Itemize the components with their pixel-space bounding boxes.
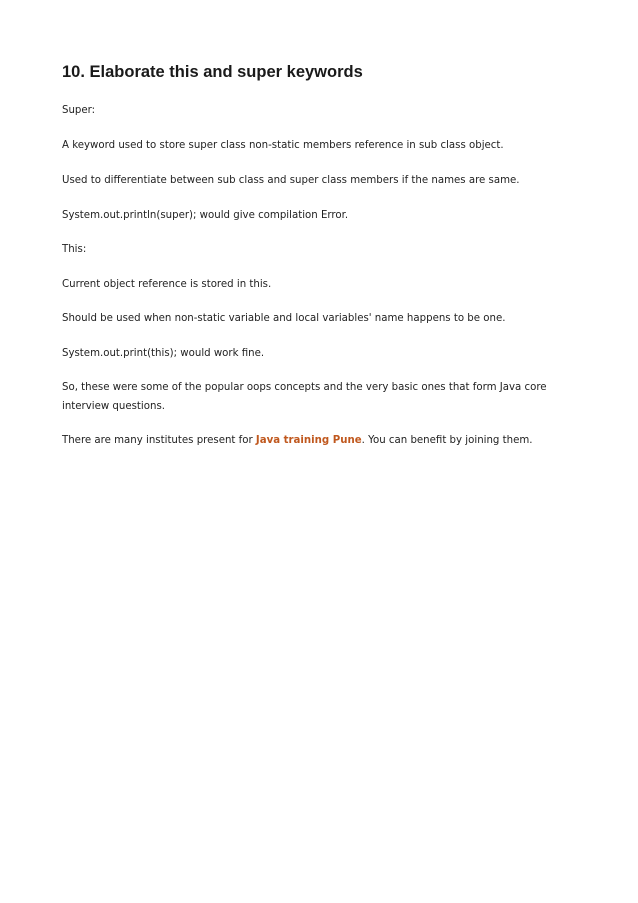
paragraph-closing	[62, 431, 582, 450]
paragraph-this-definition: Current object reference is stored in this.	[62, 279, 272, 290]
paragraph-summary: So, these were some of the popular oops concepts and the very basic ones that form Java core interview questions.	[62, 382, 547, 412]
paragraph-this-label: This:	[62, 244, 87, 255]
closing-text-before: There are many institutes present for	[62, 435, 256, 446]
paragraph-super-definition: A keyword used to store super class non-static members reference in sub class object.	[62, 140, 504, 151]
paragraph-super-example: System.out.println(super); would give compilation Error.	[62, 210, 349, 221]
paragraph-super-label: Super:	[62, 105, 96, 116]
paragraph-super-usage: Used to differentiate between sub class and super class members if the names are same.	[62, 175, 520, 186]
closing-text-after: . You can benefit by joining them.	[361, 435, 533, 446]
section-heading: 10. Elaborate this and super keywords	[62, 63, 363, 81]
paragraph-this-example: System.out.print(this); would work fine.	[62, 348, 265, 359]
paragraph-this-usage: Should be used when non-static variable and local variables' name happens to be one.	[62, 313, 506, 324]
java-training-pune-link[interactable]: Java training Pune	[255, 435, 362, 446]
